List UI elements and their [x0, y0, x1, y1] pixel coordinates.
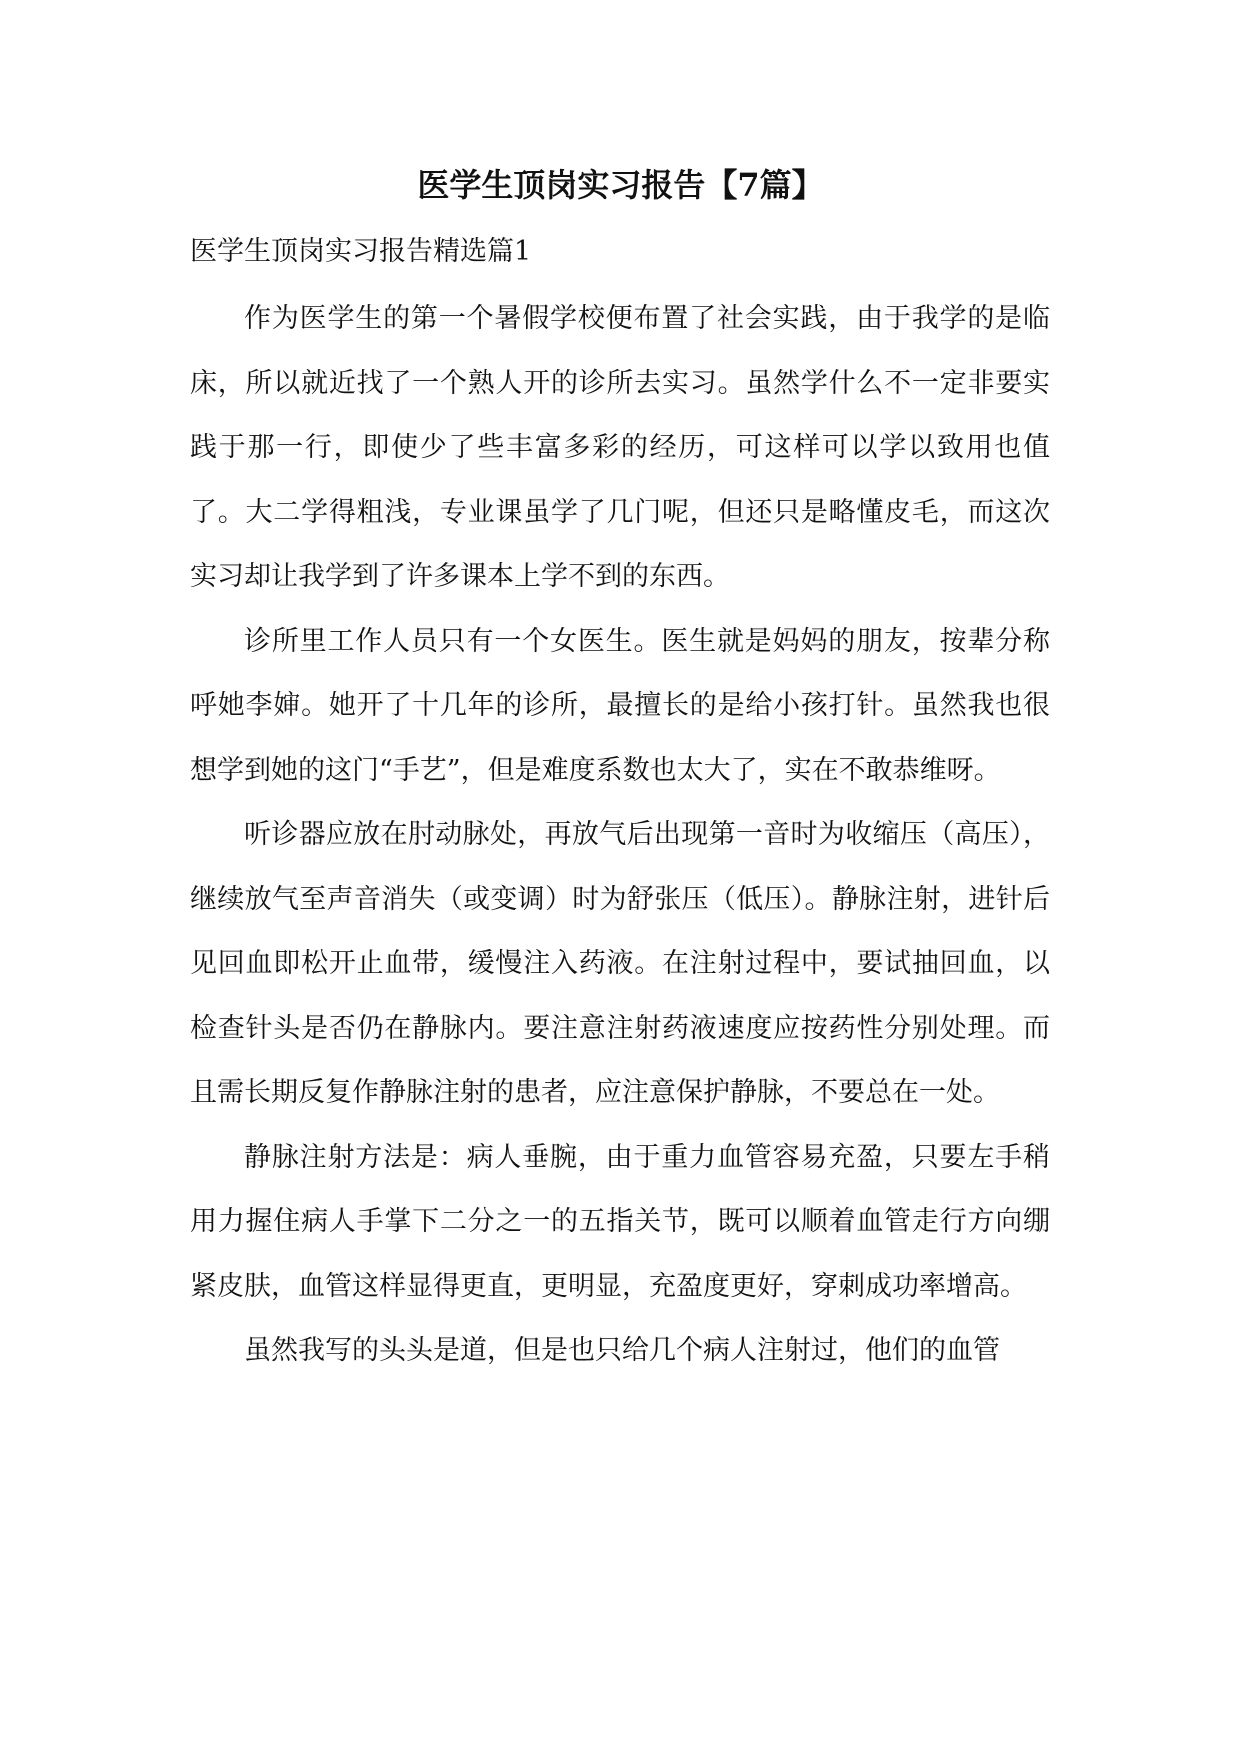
paragraph-4: 静脉注射方法是：病人垂腕，由于重力血管容易充盈，只要左手稍用力握住病人手掌下二分之一的五指关节，既可以顺着血管走行方向绷紧皮肤，血管这样显得更直，更明显，充盈度更好，穿刺成功率增高。	[190, 1141, 1050, 1302]
paragraph-5: 虽然我写的头头是道，但是也只给几个病人注射过，他们的血管	[244, 1335, 1000, 1366]
document-body	[190, 287, 1050, 1384]
section-heading: 医学生顶岗实习报告精选篇1	[190, 236, 532, 267]
paragraph-1: 作为医学生的第一个暑假学校便布置了社会实践，由于我学的是临床，所以就近找了一个熟人开的诊所去实习。虽然学什么不一定非要实践于那一行，即使少了些丰富多彩的经历，可这样可以学以致用也值了。大二学得粗浅，专业课虽学了几门呢，但还只是略懂皮毛，而这次实习却让我学到了许多课本上学不到的东西。	[190, 303, 1050, 592]
document-title: 医学生顶岗实习报告【7篇】	[417, 166, 824, 204]
paragraph-2: 诊所里工作人员只有一个女医生。医生就是妈妈的朋友，按辈分称呼她李婶。她开了十几年的诊所，最擅长的是给小孩打针。虽然我也很想学到她的这门“手艺”，但是难度系数也太大了，实在不敢恭维呀。	[190, 625, 1050, 786]
paragraph-3: 听诊器应放在肘动脉处，再放气后出现第一音时为收缩压（高压），继续放气至声音消失（或变调）时为舒张压（低压）。静脉注射，进针后见回血即松开止血带，缓慢注入药液。在注射过程中，要试抽回血，以检查针头是否仍在静脉内。要注意注射药液速度应按药性分别处理。而且需长期反复作静脉注射的患者，应注意保护静脉，不要总在一处。	[190, 819, 1050, 1108]
